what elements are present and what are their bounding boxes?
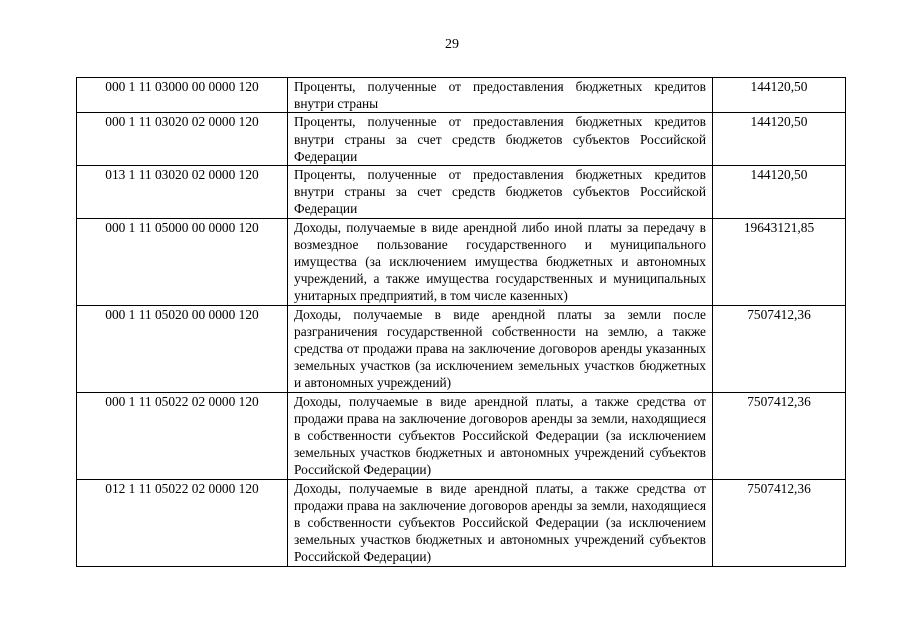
budget-classification-code: 000 1 11 05020 00 0000 120 (77, 305, 288, 392)
table-row (77, 479, 846, 566)
revenue-description: Проценты, полученные от предоставления бюджетных кредитов внутри страны за счет средств бюджетов субъектов Российской Федерации (288, 166, 713, 219)
revenue-amount: 144120,50 (713, 78, 846, 113)
budget-classification-code: 013 1 11 03020 02 0000 120 (77, 166, 288, 219)
table-row (77, 218, 846, 305)
revenue-amount: 7507412,36 (713, 392, 846, 479)
revenue-description: Доходы, получаемые в виде арендной платы, а также средства от продажи права на заключение договоров аренды за земли, находящиеся в собственности субъектов Российской Федерации (за исключением земельных участков бюджетных и автономных учреждений субъектов Российской Федерации) (288, 392, 713, 479)
revenue-description: Доходы, получаемые в виде арендной платы, а также средства от продажи права на заключение договоров аренды за земли, находящиеся в собственности субъектов Российской Федерации (за исключением земельных участков бюджетных и автономных учреждений субъектов Российской Федерации) (288, 479, 713, 566)
page-number: 29 (445, 37, 459, 52)
revenue-amount: 7507412,36 (713, 479, 846, 566)
budget-classification-code: 000 1 11 03000 00 0000 120 (77, 78, 288, 113)
table-row (77, 78, 846, 113)
revenue-amount: 144120,50 (713, 113, 846, 166)
table-row (77, 113, 846, 166)
table-row (77, 166, 846, 219)
revenue-description: Проценты, полученные от предоставления бюджетных кредитов внутри страны за счет средств бюджетов субъектов Российской Федерации (288, 113, 713, 166)
table-row (77, 392, 846, 479)
budget-classification-code: 012 1 11 05022 02 0000 120 (77, 479, 288, 566)
revenue-amount: 144120,50 (713, 166, 846, 219)
table-row (77, 305, 846, 392)
revenue-description: Доходы, получаемые в виде арендной либо иной платы за передачу в возмездное пользование государственного и муниципального имущества (за исключением имущества бюджетных и автономных учреждений, а также имущества государственных и муниципальных унитарных предприятий, в том числе казенных) (288, 218, 713, 305)
revenue-description: Доходы, получаемые в виде арендной платы за земли после разграничения государственной собственности на землю, а также средства от продажи права на заключение договоров аренды указанных земельных участков (за исключением земельных участков бюджетных и автономных учреждений) (288, 305, 713, 392)
revenue-amount: 7507412,36 (713, 305, 846, 392)
budget-classification-code: 000 1 11 03020 02 0000 120 (77, 113, 288, 166)
budget-classification-code: 000 1 11 05022 02 0000 120 (77, 392, 288, 479)
revenue-description: Проценты, полученные от предоставления бюджетных кредитов внутри страны (288, 78, 713, 113)
budget-classification-code: 000 1 11 05000 00 0000 120 (77, 218, 288, 305)
budget-revenue-table (76, 77, 846, 567)
revenue-amount: 19643121,85 (713, 218, 846, 305)
